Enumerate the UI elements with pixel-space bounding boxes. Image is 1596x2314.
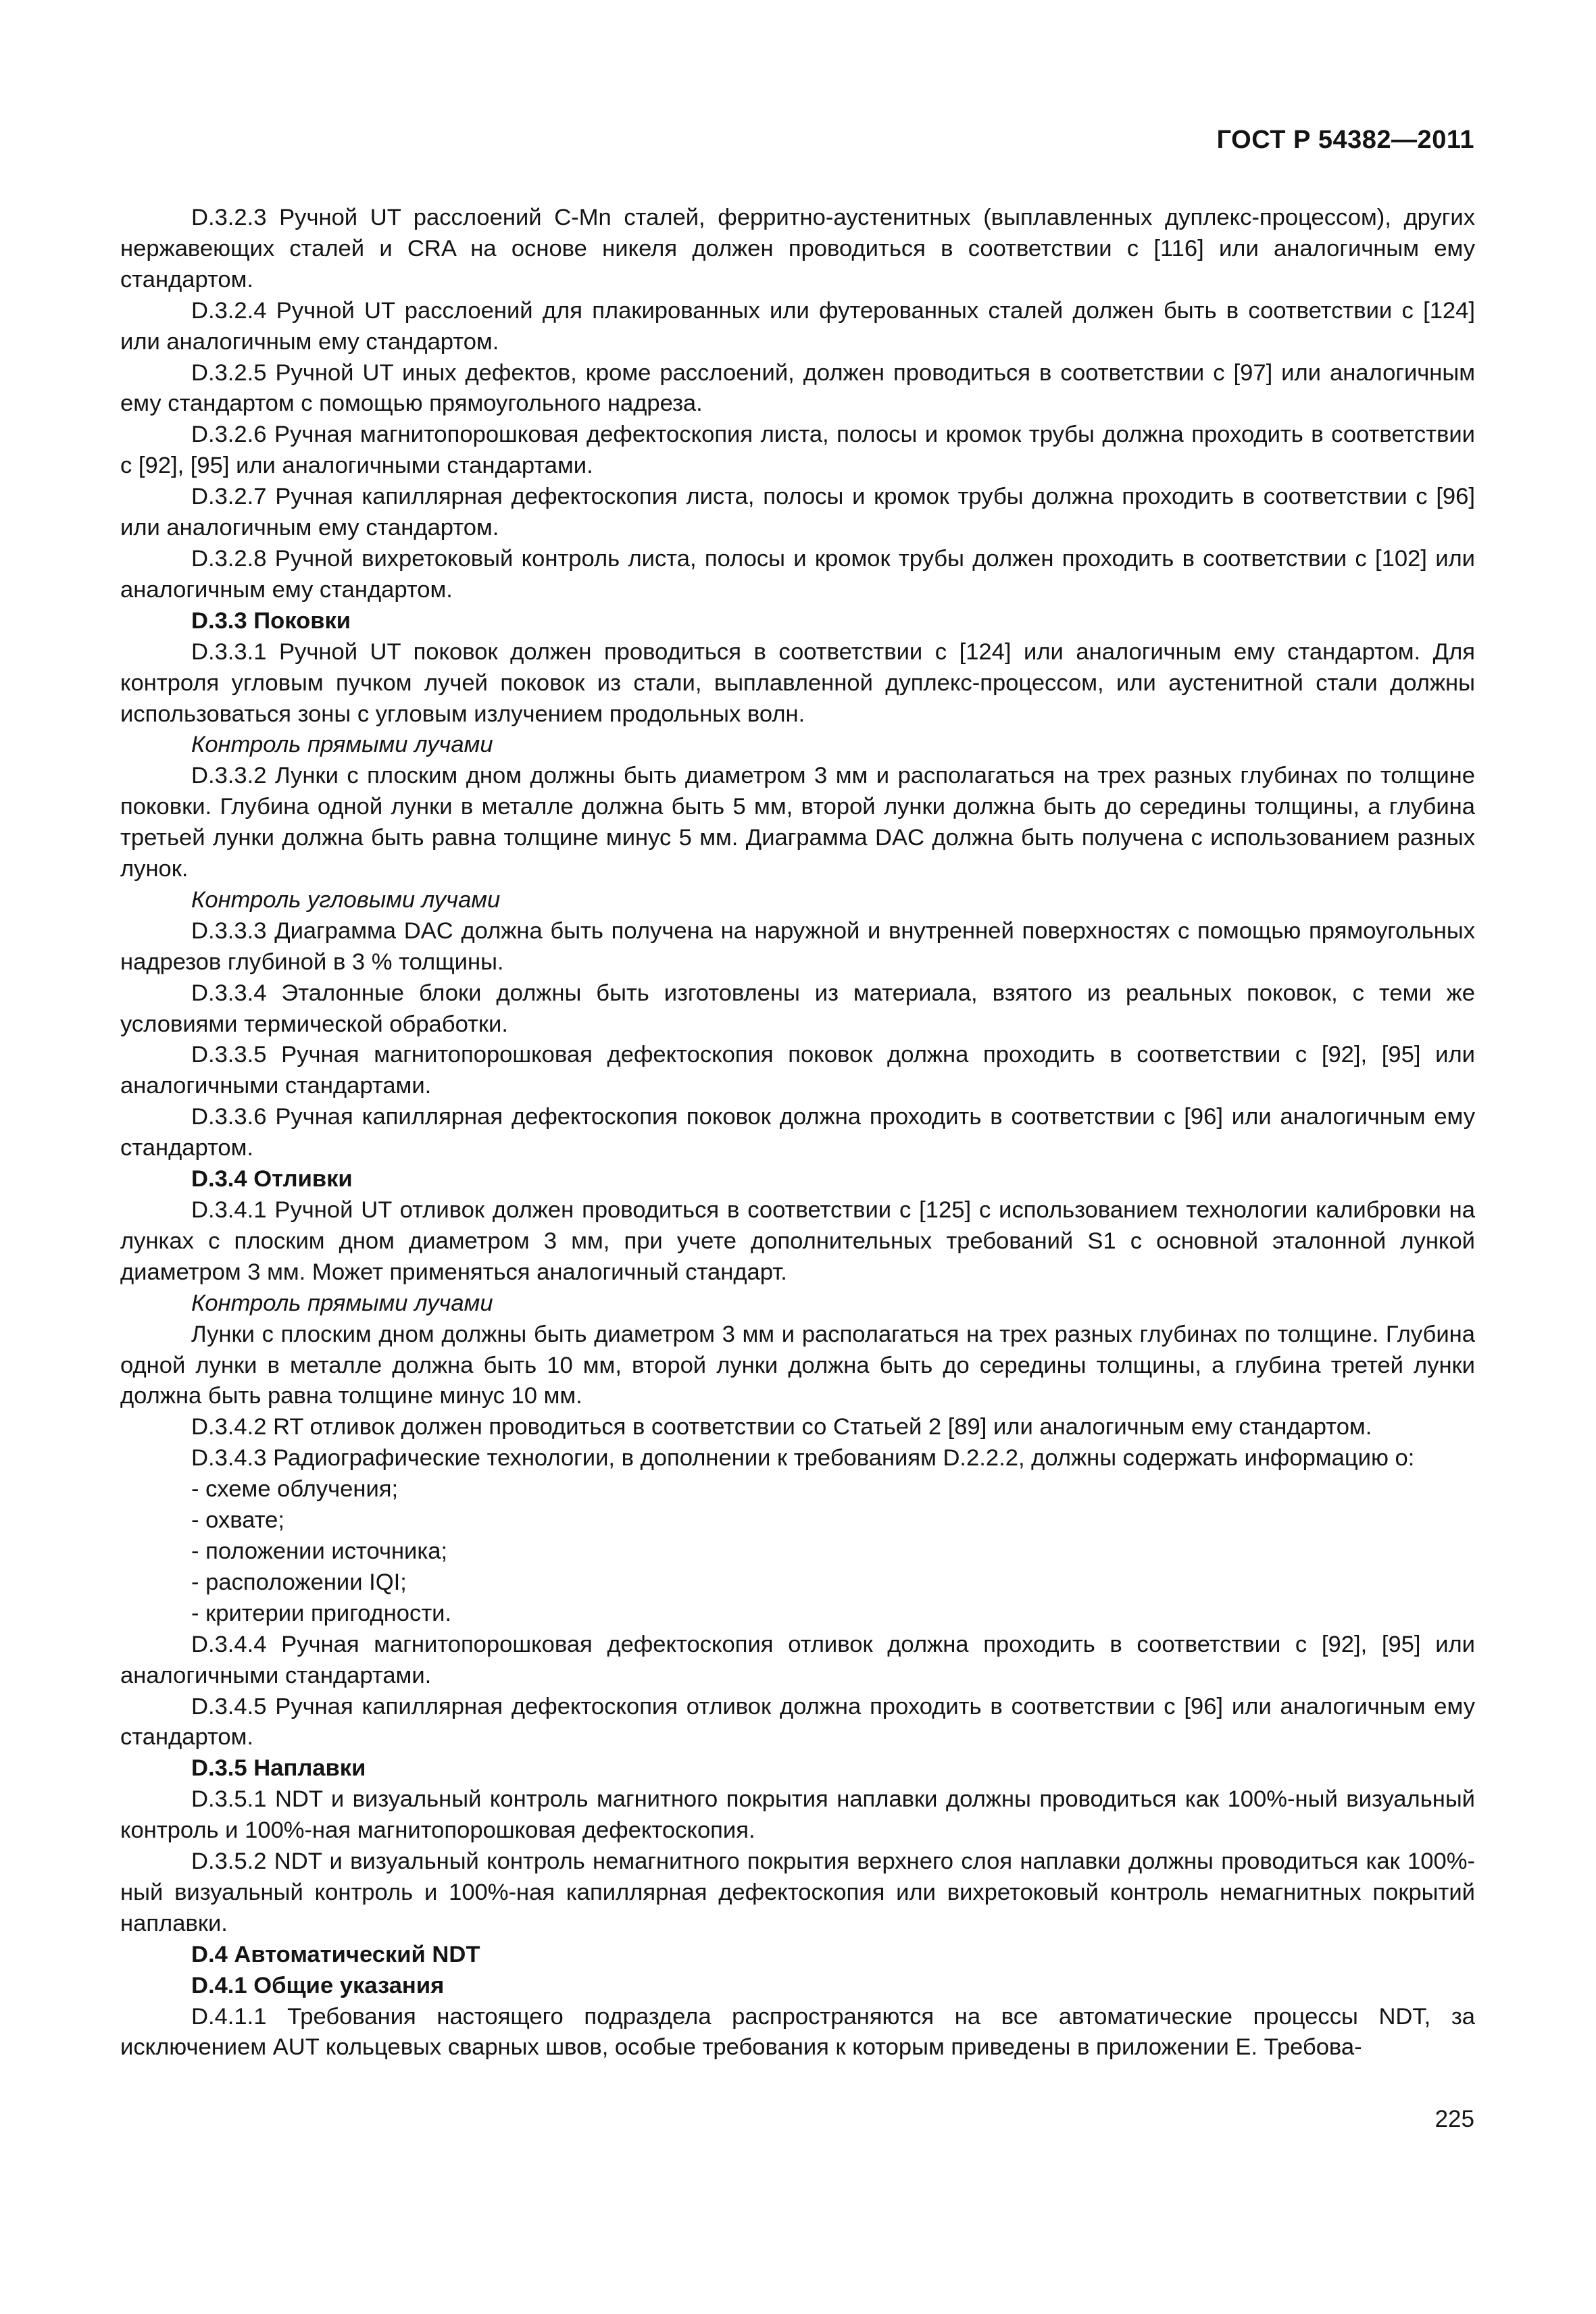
paragraph: Лунки с плоским дном должны быть диаметром 3 мм и располагаться на трех разных глубинах по толщине. Глубина одной лунки в металле должна быть 10 мм, второй лунки должна быть до середины толщины, а глубина третей лунки должна быть равна толщине минус 10 мм. (120, 1321, 1475, 1409)
paragraph: D.3.3.5 Ручная магнитопорошковая дефектоскопия поковок должна проходить в соответствии с [92], [95] или аналогичными стандартами. (120, 1042, 1475, 1099)
paragraph: D.3.4.4 Ручная магнитопорошковая дефектоскопия отливок должна проходить в соответствии с [92], [95] или аналогичными стандартами. (120, 1631, 1475, 1688)
list-item: - схеме облучения; (191, 1476, 399, 1503)
list-item: - охвате; (191, 1507, 284, 1534)
subsection-caption: Контроль прямыми лучами (191, 732, 493, 758)
page-number: 225 (1435, 2106, 1474, 2132)
section-heading: D.3.3 Поковки (191, 607, 351, 634)
section-heading: D.3.4 Отливки (191, 1166, 353, 1192)
paragraph: D.3.2.3 Ручной UT расслоений C-Mn сталей, ферритно-аустенитных (выплавленных дуплекс-процессом), других нержавеющих сталей и CRA на основе никеля должен проводиться в соответствии с [116] или аналогичным ему стандартом. (120, 205, 1475, 293)
paragraph: D.3.2.8 Ручной вихретоковый контроль листа, полосы и кромок трубы должен проходить в соответствии с [102] или аналогичным ему стандартом. (120, 545, 1475, 603)
paragraph: D.3.4.1 Ручной UT отливок должен проводиться в соответствии с [125] с использованием технологии калибровки на лунках с плоским дном диаметром 3 мм, при учете дополнительных требований S1 с основной эталонной лункой диаметром 3 мм. Может применяться аналогичный стандарт. (120, 1197, 1475, 1285)
list-item: - положении источника; (191, 1538, 448, 1564)
document-code-header: ГОСТ Р 54382—2011 (1216, 126, 1474, 154)
paragraph: D.3.3.1 Ручной UT поковок должен проводиться в соответствии с [124] или аналогичным ему стандартом. Для контроля угловым пучком лучей поковок из стали, выплавленной дуплекс-процессом, или аустенитной стали должны использоваться зоны с угловым излучением продольных волн. (120, 638, 1475, 727)
section-heading: D.3.5 Наплавки (191, 1755, 366, 1782)
paragraph: D.3.3.3 Диаграмма DAC должна быть получена на наружной и внутренней поверхностях с помощью прямоугольных надрезов глубиной в 3 % толщины. (120, 917, 1475, 975)
section-heading: D.4 Автоматический NDT (191, 1941, 480, 1967)
paragraph: D.4.1.1 Требования настоящего подраздела распространяются на все автоматические процессы NDT, за исключением AUT кольцевых сварных швов, особые требования к которым приведены в приложении E. Требова- (120, 2003, 1475, 2061)
paragraph: D.3.3.2 Лунки с плоским дном должны быть диаметром 3 мм и располагаться на трех разных глубинах по толщине поковки. Глубина одной лунки в металле должна быть 5 мм, второй лунки должна быть до середины толщины, а глубина третьей лунки должна быть равна толщине минус 5 мм. Диаграмма DAC должна быть получена с использованием разных лунок. (120, 763, 1475, 882)
paragraph: D.3.4.3 Радиографические технологии, в дополнении к требованиям D.2.2.2, должны содержать информацию о: (191, 1445, 1415, 1472)
subsection-caption: Контроль прямыми лучами (191, 1290, 493, 1316)
paragraph: D.3.2.4 Ручной UT расслоений для плакированных или футерованных сталей должен быть в соответствии с [124] или аналогичным ему стандартом. (120, 297, 1475, 355)
document-body (120, 203, 1475, 2063)
paragraph: D.3.2.7 Ручная капиллярная дефектоскопия листа, полосы и кромок трубы должна проходить в соответствии с [96] или аналогичным ему стандартом. (120, 484, 1475, 541)
paragraph: D.3.3.4 Эталонные блоки должны быть изготовлены из материала, взятого из реальных поковок, с теми же условиями термической обработки. (120, 980, 1475, 1037)
paragraph: D.3.2.5 Ручной UT иных дефектов, кроме расслоений, должен проводиться в соответствии с [97] или аналогичным ему стандартом с помощью прямоугольного надреза. (120, 359, 1475, 417)
subsection-caption: Контроль угловыми лучами (191, 886, 501, 913)
section-heading: D.4.1 Общие указания (191, 1972, 445, 1998)
paragraph: D.3.4.2 RT отливок должен проводиться в соответствии со Статьей 2 [89] или аналогичным ему стандартом. (191, 1414, 1372, 1440)
paragraph: D.3.5.1 NDT и визуальный контроль магнитного покрытия наплавки должны проводиться как 100%-ный визуальный контроль и 100%-ная магнитопорошковая дефектоскопия. (120, 1786, 1475, 1844)
paragraph: D.3.5.2 NDT и визуальный контроль немагнитного покрытия верхнего слоя наплавки должны проводиться как 100%-ный визуальный контроль и 100%-ная капиллярная дефектоскопия или вихретоковый контроль немагнитных покрытий наплавки. (120, 1848, 1475, 1936)
list-item: - расположении IQI; (191, 1569, 407, 1595)
list-item: - критерии пригодности. (191, 1600, 452, 1626)
paragraph: D.3.2.6 Ручная магнитопорошковая дефектоскопия листа, полосы и кромок трубы должна проходить в соответствии с [92], [95] или аналогичными стандартами. (120, 422, 1475, 479)
paragraph: D.3.3.6 Ручная капиллярная дефектоскопия поковок должна проходить в соответствии с [96] или аналогичным ему стандартом. (120, 1104, 1475, 1161)
paragraph: D.3.4.5 Ручная капиллярная дефектоскопия отливок должна проходить в соответствии с [96] или аналогичным ему стандартом. (120, 1693, 1475, 1751)
